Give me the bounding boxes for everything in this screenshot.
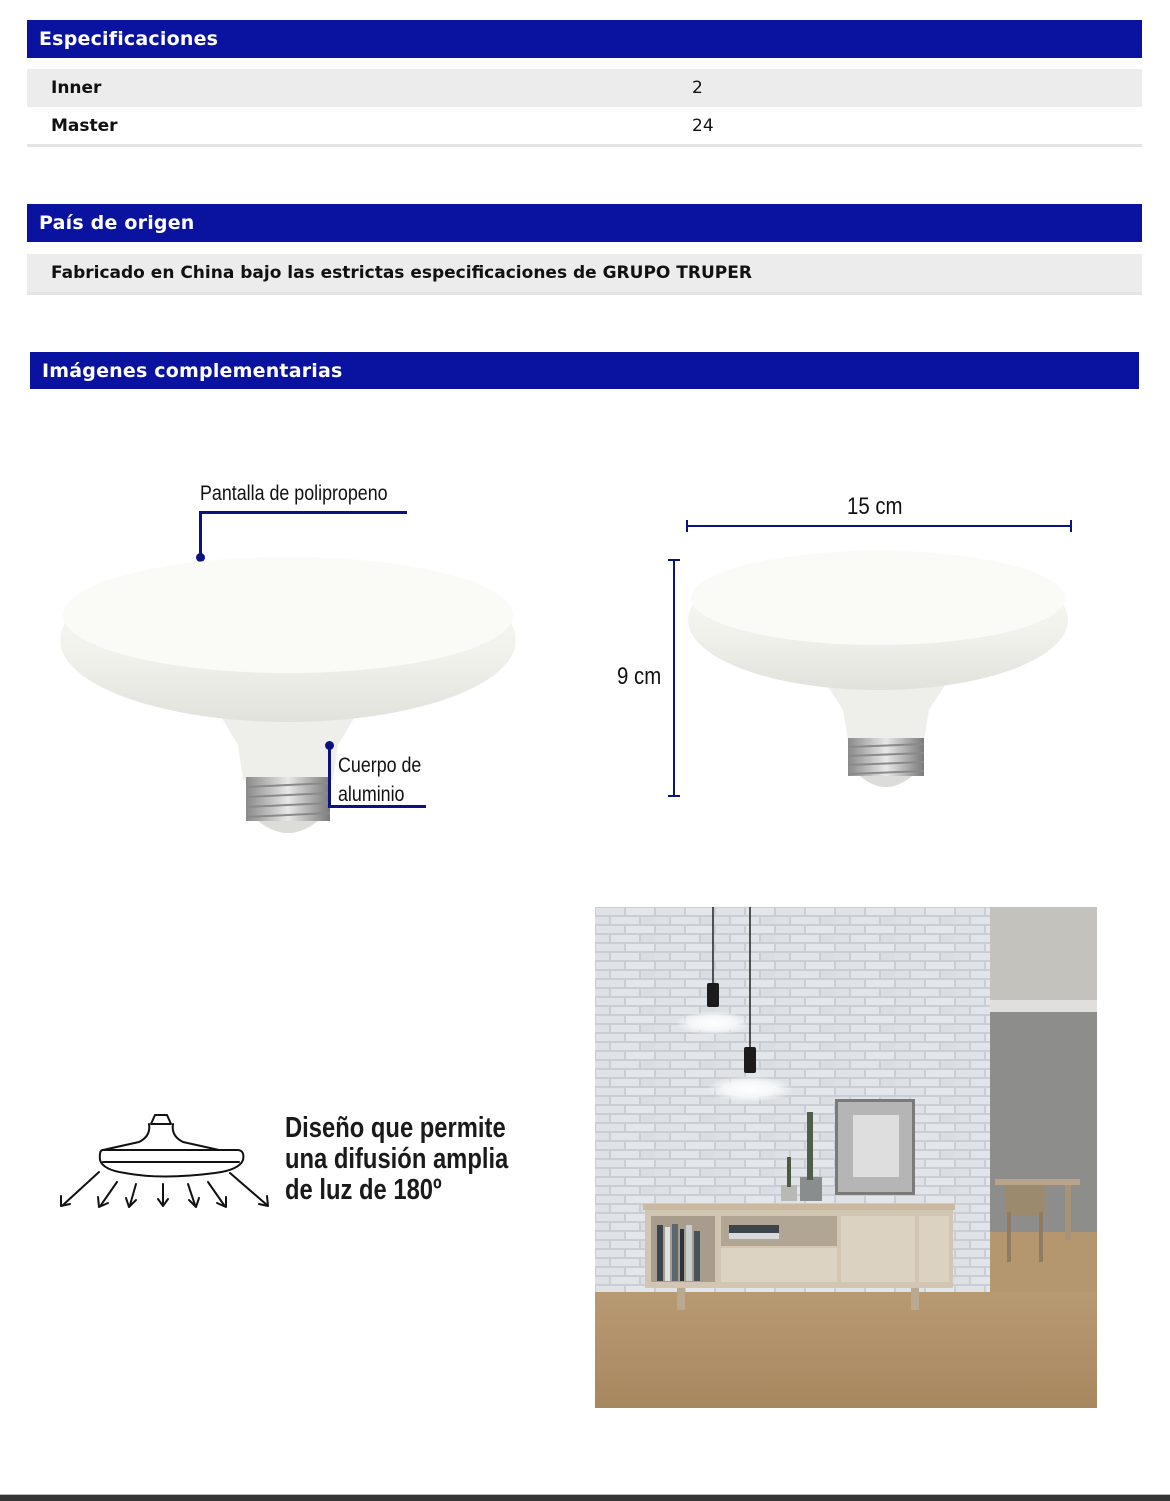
spec-label: Inner (51, 78, 102, 98)
dimension-height-tick-bottom (668, 795, 680, 797)
specs-title: Especificaciones (39, 28, 219, 50)
dimension-width-tick-right (1070, 520, 1072, 532)
origin-title: País de origen (39, 212, 195, 234)
callout-body-label-2: aluminio (338, 783, 405, 806)
light-diffusion-icon (55, 1110, 275, 1210)
dimension-height-line (673, 559, 675, 797)
images-section-header (30, 352, 1139, 389)
ufo-bulb-image-right (688, 550, 1072, 795)
diffusion-line-1: Diseño que permite (285, 1112, 506, 1144)
spec-label: Master (51, 116, 118, 136)
origin-divider (27, 292, 1142, 295)
spec-value: 24 (692, 116, 714, 136)
callout-shade-line-vertical (199, 511, 202, 556)
callout-body-line-vertical (328, 745, 331, 807)
dimension-width-label: 15 cm (847, 493, 903, 520)
diffusion-caption (285, 1113, 508, 1206)
origin-row (27, 254, 1142, 292)
room-scene-photo (595, 907, 1097, 1408)
diffusion-line-3: de luz de 180º (285, 1174, 442, 1206)
origin-section-header (27, 204, 1142, 242)
dimension-width-line (687, 525, 1071, 527)
callout-shade-label: Pantalla de polipropeno (200, 482, 388, 505)
callout-body-label-1: Cuerpo de (338, 754, 422, 777)
callout-shade-line (199, 511, 407, 514)
dimension-height-tick-top (668, 559, 680, 561)
specs-section-header (27, 20, 1142, 58)
diffusion-line-2: una difusión amplia (285, 1143, 509, 1175)
specs-divider (27, 144, 1142, 147)
images-title: Imágenes complementarias (42, 359, 343, 382)
dimension-width-tick-left (686, 520, 688, 532)
dimension-height-label: 9 cm (617, 663, 662, 690)
spec-value: 2 (692, 78, 703, 98)
origin-text: Fabricado en China bajo las estrictas especificaciones de GRUPO TRUPER (51, 263, 752, 283)
spec-row-master (27, 107, 1142, 145)
ufo-bulb-image-left (58, 555, 518, 840)
spec-row-inner (27, 69, 1142, 107)
